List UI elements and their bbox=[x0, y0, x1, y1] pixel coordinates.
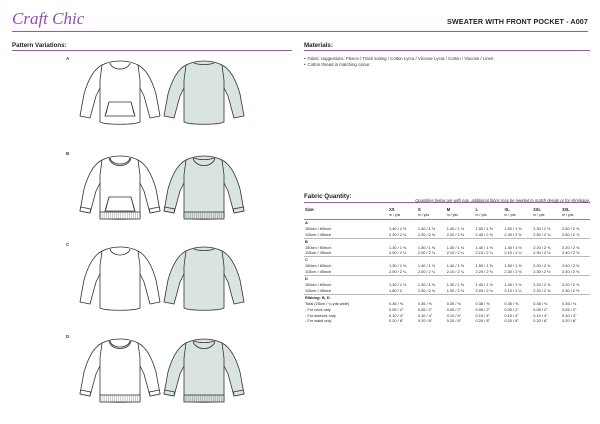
quantity-cell: 0.35 / ⅜ bbox=[417, 300, 432, 306]
quantity-cell: 0.35 / ⅜ bbox=[446, 300, 461, 306]
size-header-cell: XL bbox=[504, 206, 510, 212]
row-label: 150cm / 60inch bbox=[305, 263, 332, 269]
variation-b bbox=[66, 151, 266, 227]
quantity-cell: 0.10 / 4" bbox=[504, 312, 519, 318]
quantity-cell: 1.40 / 1 ½ bbox=[417, 263, 436, 269]
units-cell: m / yds bbox=[475, 213, 504, 219]
brand-logo: Craft Chic bbox=[12, 9, 85, 28]
quantity-cell: 2.30 / 2 ½ bbox=[533, 250, 551, 256]
left-sleeve-shape bbox=[164, 65, 186, 118]
quantity-cell: 0.10 / 4" bbox=[562, 312, 577, 318]
quantity-cell: 1.30 / 1 ⅜ bbox=[389, 263, 407, 269]
materials-list bbox=[304, 56, 589, 69]
quantity-cell: 2.20 / 2 ⅜ bbox=[389, 231, 407, 237]
right-sleeve-shape bbox=[138, 160, 160, 213]
sweater-back-drawing bbox=[160, 242, 248, 318]
quantity-cell: 2.40 / 2 ⅝ bbox=[562, 269, 580, 275]
fabric-quantity-heading: Fabric Quantity: bbox=[304, 193, 352, 200]
waist-ribbing-shape bbox=[184, 395, 224, 402]
quantity-cell: 2.10 / 2 ¼ bbox=[446, 250, 464, 256]
quantity-cell: 2.50 / 2 ¾ bbox=[533, 231, 551, 237]
row-label: - For neck only bbox=[305, 306, 331, 312]
left-sleeve-shape bbox=[164, 251, 186, 304]
quantity-cell: 0.20 / 8" bbox=[533, 318, 548, 324]
quantity-cell: 2.00 / 2 ¼ bbox=[389, 250, 407, 256]
quantity-cell: 1.40 / 1 ½ bbox=[504, 244, 522, 250]
quantity-cell: 1.50 / 1 ⅝ bbox=[475, 225, 493, 231]
waist-ribbing-shape bbox=[184, 212, 224, 219]
row-label: - For waist only bbox=[305, 318, 332, 324]
table-row bbox=[304, 318, 590, 324]
row-label: 150cm / 60inch bbox=[305, 281, 332, 287]
quantity-cell: 0.35 / ⅜ bbox=[475, 300, 490, 306]
quantity-cell: 0.20 / 8" bbox=[417, 318, 433, 324]
sweater-front-drawing bbox=[76, 151, 164, 227]
quantity-cell: 0.35 / ⅜ bbox=[562, 300, 577, 306]
materials-divider bbox=[304, 50, 590, 51]
quantity-cell: 1.50 / 1 ⅝ bbox=[504, 225, 522, 231]
left-sleeve-shape bbox=[80, 251, 102, 304]
quantity-cell: 1.40 / 1 ½ bbox=[446, 263, 464, 269]
units-cell: m / yds bbox=[561, 213, 590, 219]
variation-d bbox=[66, 334, 266, 410]
quantity-cell: 2.20 / 2 ⅜ bbox=[417, 231, 436, 237]
quantity-cell: 0.20 / 8" bbox=[504, 318, 519, 324]
right-sleeve-shape bbox=[222, 160, 244, 213]
size-header-cell: XS bbox=[389, 206, 395, 212]
sweater-body-shape bbox=[100, 247, 140, 310]
quantity-cell: 2.10 / 2 ¼ bbox=[446, 269, 464, 275]
row-label: 115cm / 45inch bbox=[305, 269, 332, 275]
quantity-cell: 1.90 / 2 ⅛ bbox=[446, 287, 464, 293]
fabric-quantity-note: Quantities below are with nap, additional fabric may be needed to match design or for shrinkage. bbox=[415, 198, 590, 203]
quantity-cell: 1.50 / 1 ⅝ bbox=[475, 263, 493, 269]
right-sleeve-shape bbox=[222, 251, 244, 304]
materials-heading: Materials: bbox=[304, 42, 333, 49]
quantity-cell: 0.35 / ⅜ bbox=[504, 300, 519, 306]
quantity-cell: 0.10 / 4" bbox=[417, 312, 433, 318]
quantity-cell: 2.00 / 2 ¼ bbox=[475, 287, 493, 293]
quantity-cell: 1.30 / 1 ⅜ bbox=[446, 281, 464, 287]
quantity-cell: 2.10 / 2 ¼ bbox=[475, 250, 493, 256]
group-title: A bbox=[304, 219, 590, 225]
quantity-cell: 2.00 / 2 ¼ bbox=[417, 250, 436, 256]
quantity-cell: 1.40 / 1 ½ bbox=[417, 225, 436, 231]
quantity-cell: 0.10 / 4" bbox=[389, 312, 404, 318]
quantity-cell: 2.30 / 2 ½ bbox=[533, 225, 551, 231]
quantity-cell: 2.20 / 2 ⅜ bbox=[446, 231, 464, 237]
quantity-cell: 2.20 / 2 ⅜ bbox=[533, 287, 551, 293]
quantity-cell: 0.20 / 8" bbox=[562, 318, 577, 324]
quantity-cell: 1.40 / 1 ½ bbox=[504, 281, 522, 287]
sweater-back-drawing bbox=[160, 56, 248, 132]
kangaroo-pocket-shape bbox=[105, 197, 135, 211]
sweater-front-drawing bbox=[76, 56, 164, 132]
quantity-cell: 0.35 / ⅜ bbox=[389, 300, 404, 306]
quantity-cell: 0.10 / 4" bbox=[446, 312, 462, 318]
quantity-cell: 0.05 / 2" bbox=[417, 306, 433, 312]
size-header-cell: M bbox=[446, 206, 451, 212]
quantity-cell: 2.00 / 2 ¼ bbox=[389, 269, 407, 275]
quantity-cell: 2.10 / 2 ¼ bbox=[504, 287, 522, 293]
variation-label: D bbox=[66, 334, 70, 339]
quantity-cell: 2.20 / 2 ⅜ bbox=[533, 281, 551, 287]
size-column-header: Size: bbox=[305, 206, 315, 212]
quantity-cell: 0.05 / 2" bbox=[446, 306, 462, 312]
quantity-cell: 0.20 / 8" bbox=[475, 318, 490, 324]
right-sleeve-shape bbox=[222, 343, 244, 396]
quantity-cell: 0.05 / 2" bbox=[562, 306, 577, 312]
group-title: C bbox=[304, 257, 590, 263]
group-title: D bbox=[304, 276, 590, 282]
page-header bbox=[0, 0, 600, 40]
quantity-cell: 1.40 / 1 ½ bbox=[475, 281, 493, 287]
quantity-cell: 0.20 / 8" bbox=[446, 318, 462, 324]
quantity-cell: 2.20 / 2 ⅜ bbox=[475, 269, 493, 275]
document-title: SWEATER WITH FRONT POCKET - A007 bbox=[447, 17, 588, 26]
quantity-cell: 1.40 / 1 ½ bbox=[446, 225, 464, 231]
sweater-back-drawing bbox=[160, 151, 248, 227]
sweater-body-shape bbox=[184, 247, 224, 310]
quantity-cell: 2.40 / 2 ⅝ bbox=[562, 263, 580, 269]
quantity-cell: 1.30 / 1 ⅜ bbox=[417, 281, 436, 287]
row-label: 150cm / 60inch bbox=[305, 225, 332, 231]
group-title: B bbox=[304, 238, 590, 244]
group-title: Ribbing: B, D bbox=[304, 294, 590, 300]
quantity-cell: 0.10 / 4" bbox=[475, 312, 490, 318]
sweater-body-shape bbox=[184, 61, 224, 124]
quantity-cell: 2.20 / 2 ⅜ bbox=[562, 281, 580, 287]
materials-item: • Fabric suggestions: Fleece / Track suiting / Cotton Lycra / Viscose Lycra / Cotton / Viscose / Linen. bbox=[304, 56, 589, 62]
quantity-cell: 2.30 / 2 ½ bbox=[504, 231, 522, 237]
fabric-quantity-table bbox=[304, 206, 590, 324]
size-header-cell: 2XL bbox=[533, 206, 541, 212]
row-label: - For sleeves only bbox=[305, 312, 336, 318]
waist-ribbing-shape bbox=[100, 212, 140, 219]
row-label: 115cm / 45inch bbox=[305, 250, 332, 256]
kangaroo-pocket-shape bbox=[105, 102, 135, 116]
left-sleeve-shape bbox=[80, 343, 102, 396]
quantity-cell: 1.30 / 1 ⅜ bbox=[417, 244, 436, 250]
left-sleeve-shape bbox=[80, 65, 102, 118]
row-label: 115cm / 45inch bbox=[305, 287, 332, 293]
right-sleeve-shape bbox=[222, 65, 244, 118]
quantity-cell: 0.35 / ⅜ bbox=[533, 300, 548, 306]
quantity-cell: 2.30 / 2 ½ bbox=[562, 287, 580, 293]
units-cell: m / yds bbox=[417, 213, 446, 219]
variation-c bbox=[66, 242, 266, 318]
materials-item: • Cotton thread in matching colour. bbox=[304, 62, 589, 68]
sweater-back-drawing bbox=[160, 334, 248, 410]
quantity-cell: 1.30 / 1 ⅜ bbox=[389, 281, 407, 287]
quantity-cell: 2.20 / 2 ⅜ bbox=[533, 263, 551, 269]
quantity-cell: 2.60 / 2 ⅞ bbox=[562, 231, 580, 237]
quantity-cell: 2.00 / 2 ¼ bbox=[417, 269, 436, 275]
row-label: Total (25cm / ¼ yds wide) bbox=[305, 300, 350, 306]
quantity-cell: 1.80 / 2 bbox=[389, 287, 402, 293]
table-header-row bbox=[304, 206, 590, 213]
quantity-cell: 2.20 / 2 ⅜ bbox=[533, 244, 551, 250]
quantity-cell: 1.40 / 1 ½ bbox=[389, 225, 407, 231]
units-cell: m / yds bbox=[446, 213, 475, 219]
pattern-variations-divider bbox=[12, 50, 292, 51]
quantity-cell: 0.05 / 2" bbox=[475, 306, 490, 312]
header-divider bbox=[12, 31, 588, 32]
quantity-cell: 1.90 / 2 ⅛ bbox=[417, 287, 436, 293]
variation-label: B bbox=[66, 151, 70, 156]
pattern-variations-heading: Pattern Variations: bbox=[12, 42, 67, 49]
variation-label: C bbox=[66, 242, 70, 247]
quantity-cell: 0.05 / 2" bbox=[389, 306, 404, 312]
right-sleeve-shape bbox=[138, 65, 160, 118]
waist-ribbing-shape bbox=[100, 395, 140, 402]
right-sleeve-shape bbox=[138, 251, 160, 304]
quantity-cell: 0.05 / 2" bbox=[533, 306, 548, 312]
quantity-cell: 0.10 / 4" bbox=[533, 312, 548, 318]
size-header-cell: S bbox=[417, 206, 421, 212]
units-cell: m / yds bbox=[388, 213, 417, 219]
sweater-front-drawing bbox=[76, 242, 164, 318]
left-sleeve-shape bbox=[164, 160, 186, 213]
left-sleeve-shape bbox=[164, 343, 186, 396]
sweater-front-drawing bbox=[76, 334, 164, 410]
quantity-cell: 0.20 / 8" bbox=[389, 318, 404, 324]
size-header-cell: 3XL bbox=[562, 206, 570, 212]
row-label: 150cm / 60inch bbox=[305, 244, 332, 250]
quantity-cell: 1.50 / 1 ⅝ bbox=[504, 263, 522, 269]
variation-label: A bbox=[66, 56, 70, 61]
right-sleeve-shape bbox=[138, 343, 160, 396]
units-cell: m / yds bbox=[503, 213, 532, 219]
quantity-cell: 1.40 / 1 ½ bbox=[475, 244, 493, 250]
quantity-cell: 2.10 / 2 ¼ bbox=[504, 250, 522, 256]
quantity-cell: 2.40 / 2 ⅝ bbox=[562, 225, 580, 231]
size-header-cell: L bbox=[475, 206, 479, 212]
table-row bbox=[304, 301, 590, 307]
quantity-cell: 2.40 / 2 ⅝ bbox=[562, 250, 580, 256]
quantity-cell: 1.30 / 1 ⅜ bbox=[446, 244, 464, 250]
quantity-cell: 0.05 / 2" bbox=[504, 306, 519, 312]
quantity-cell: 2.30 / 2 ½ bbox=[533, 269, 551, 275]
quantity-cell: 1.30 / 1 ⅜ bbox=[389, 244, 407, 250]
quantity-cell: 2.20 / 2 ⅜ bbox=[562, 244, 580, 250]
left-sleeve-shape bbox=[80, 160, 102, 213]
quantity-cell: 2.40 / 2 ⅝ bbox=[475, 231, 493, 237]
quantity-cell: 2.30 / 2 ½ bbox=[504, 269, 522, 275]
variation-a bbox=[66, 56, 266, 132]
row-label: 115cm / 45inch bbox=[305, 231, 332, 237]
units-cell: m / yds bbox=[532, 213, 561, 219]
